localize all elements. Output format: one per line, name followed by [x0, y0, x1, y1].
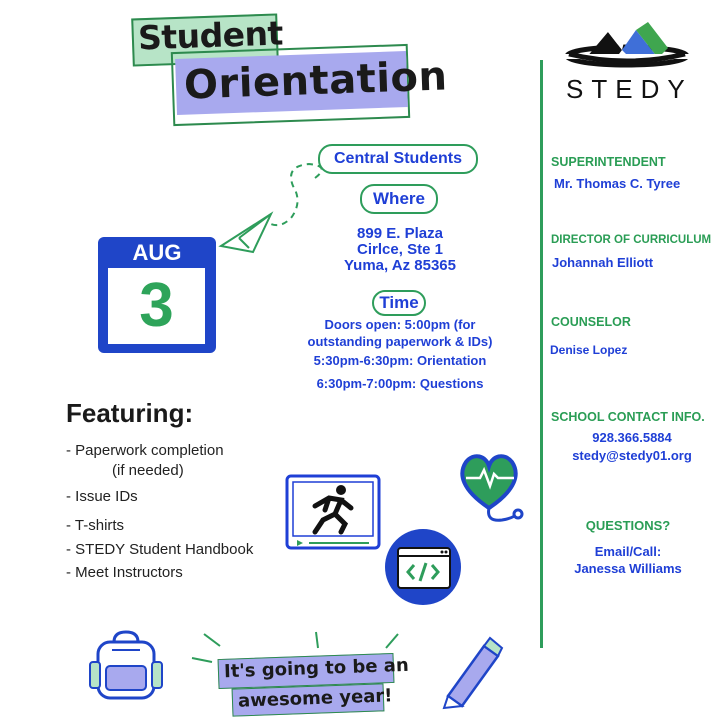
- code-browser-icon: [384, 528, 462, 606]
- address-line1: 899 E. Plaza: [357, 225, 443, 242]
- address-block: [300, 226, 500, 274]
- backpack-icon: [88, 628, 164, 702]
- questions-label: QUESTIONS?: [585, 518, 671, 533]
- doors-line1: Doors open: 5:00pm (for: [324, 317, 476, 332]
- pencil-icon: [440, 636, 506, 710]
- time-label-pill: Time: [372, 290, 426, 316]
- questions-time: 6:30pm-7:00pm: Questions: [316, 376, 484, 391]
- logo-wordmark: STEDY: [566, 74, 693, 104]
- calendar-day: 3: [139, 271, 174, 340]
- orientation-time: 5:30pm-6:30pm: Orientation: [313, 353, 487, 368]
- feature-item: - Paperwork completion: [66, 442, 224, 459]
- title-line1: Student: [137, 13, 284, 58]
- school-phone: 928.366.5884: [592, 430, 672, 445]
- feature-item-note: (if needed): [112, 462, 184, 479]
- feature-item: - STEDY Student Handbook: [66, 541, 254, 558]
- where-label-pill: Where: [360, 184, 438, 214]
- heart-stethoscope-icon: [452, 444, 526, 528]
- doors-line2: outstanding paperwork & IDs): [307, 334, 493, 349]
- sidebar-divider: [540, 60, 543, 648]
- banner-line1: It's going to be an: [223, 654, 410, 683]
- address-line2: Cirlce, Ste 1: [357, 241, 443, 258]
- director-name: Johannah Elliott: [552, 255, 654, 270]
- counselor-label: COUNSELOR: [551, 315, 631, 329]
- mountain-logo-icon: [564, 18, 690, 70]
- counselor-name: Denise Lopez: [550, 343, 628, 357]
- director-label: DIRECTOR OF CURRICULUM: [551, 234, 712, 246]
- school-contact-label: SCHOOL CONTACT INFO.: [551, 410, 705, 424]
- questions-method: Email/Call:: [594, 544, 662, 559]
- superintendent-label: SUPERINTENDENT: [551, 155, 666, 169]
- title-line2: Orientation: [183, 53, 449, 109]
- banner-line2: awesome year!: [237, 685, 393, 712]
- address-line3: Yuma, Az 85365: [343, 257, 456, 274]
- questions-name: Janessa Williams: [574, 561, 682, 576]
- feature-item: - Issue IDs: [66, 488, 138, 505]
- superintendent-name: Mr. Thomas C. Tyree: [554, 176, 681, 191]
- time-block: [276, 316, 524, 392]
- calendar-month: AUG: [132, 240, 182, 265]
- feature-item: - T-shirts: [66, 517, 125, 534]
- feature-item: - Meet Instructors: [66, 564, 183, 581]
- featuring-heading: Featuring:: [66, 398, 194, 428]
- group-label-pill: Central Students: [318, 144, 478, 174]
- school-email: stedy@stedy01.org: [572, 448, 692, 463]
- video-runner-icon: [285, 474, 381, 554]
